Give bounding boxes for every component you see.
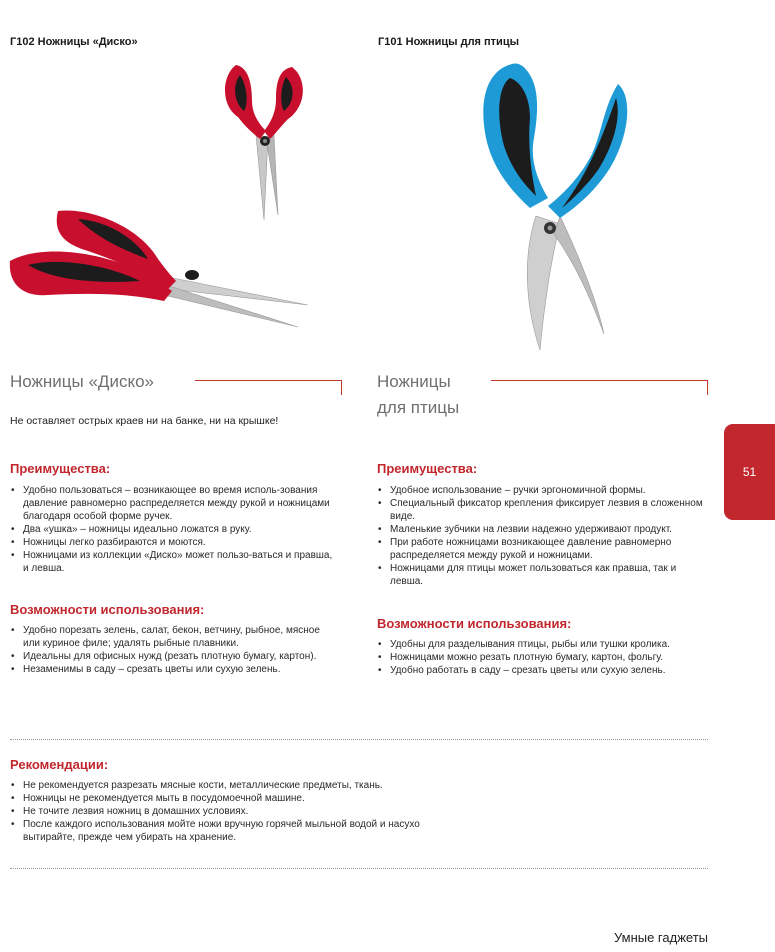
recommendations-heading: Рекомендации: bbox=[10, 757, 109, 772]
uses-heading-disco: Возможности использования: bbox=[10, 602, 205, 617]
scissors-disco-vertical-image bbox=[214, 55, 314, 225]
uses-list-poultry bbox=[377, 638, 703, 677]
list-item: • Маленькие зубчики на лезвии надежно удерживают продукт. bbox=[377, 523, 703, 536]
scissors-poultry-image bbox=[478, 58, 638, 352]
dotted-divider-top bbox=[10, 739, 708, 740]
uses-list-disco bbox=[10, 624, 336, 676]
product-title-poultry-line2: для птицы bbox=[377, 398, 460, 417]
list-item: • Два «ушка» – ножницы идеально ложатся в руку. bbox=[10, 523, 336, 536]
scissors-disco-horizontal-image bbox=[8, 205, 313, 330]
list-item: • Ножницы не рекомендуется мыть в посудомоечной машине. bbox=[10, 792, 460, 805]
title-divider-disco bbox=[195, 380, 342, 395]
list-item: • Незаменимы в саду – срезать цветы или сухую зелень. bbox=[10, 663, 336, 676]
product-title-disco: Ножницы «Диско» bbox=[10, 372, 154, 391]
list-item: • Ножницами можно резать плотную бумагу, картон, фольгу. bbox=[377, 651, 703, 664]
uses-heading-poultry: Возможности использования: bbox=[377, 616, 572, 631]
page-number-tab: 51 bbox=[724, 424, 775, 520]
list-item: • Не точите лезвия ножниц в домашних условиях. bbox=[10, 805, 460, 818]
list-item: • Идеальны для офисных нужд (резать плотную бумагу, картон). bbox=[10, 650, 336, 663]
list-item: • Удобное использование – ручки эргономичной формы. bbox=[377, 484, 703, 497]
product-title-poultry-line1: Ножницы bbox=[377, 372, 451, 391]
list-item: • Удобно работать в саду – срезать цветы или сухую зелень. bbox=[377, 664, 703, 677]
product-code-disco: Г102 Ножницы «Диско» bbox=[10, 36, 138, 48]
footer-section-title: Умные гаджеты bbox=[613, 930, 708, 945]
list-item: • Ножницами из коллекции «Диско» может пользо-ваться и правша, и левша. bbox=[10, 549, 336, 575]
product-code-poultry: Г101 Ножницы для птицы bbox=[378, 36, 519, 48]
advantages-list-disco bbox=[10, 484, 336, 575]
list-item: • Специальный фиксатор крепления фиксирует лезвия в сложенном виде. bbox=[377, 497, 703, 523]
advantages-heading-poultry: Преимущества: bbox=[377, 461, 478, 476]
tagline-disco: Не оставляет острых краев ни на банке, ни на крышке! bbox=[10, 415, 279, 427]
advantages-list-poultry bbox=[377, 484, 703, 588]
list-item: • После каждого использования мойте ножи вручную горячей мыльной водой и насухо вытирайте, прежде чем убирать на хранение. bbox=[10, 818, 460, 844]
list-item: • Ножницы легко разбираются и моются. bbox=[10, 536, 336, 549]
advantages-heading-disco: Преимущества: bbox=[10, 461, 111, 476]
recommendations-list bbox=[10, 779, 460, 844]
list-item: • Удобны для разделывания птицы, рыбы или тушки кролика. bbox=[377, 638, 703, 651]
title-divider-poultry bbox=[491, 380, 708, 395]
list-item: • Ножницами для птицы может пользоваться как правша, так и левша. bbox=[377, 562, 703, 588]
list-item: • При работе ножницами возникающее давление равномерно распределяется между рукой и ножницами. bbox=[377, 536, 703, 562]
list-item: • Удобно пользоваться – возникающее во время исполь-зования давление равномерно распределяется между рукой и ножницами благодаря особой форме ручек. bbox=[10, 484, 336, 523]
dotted-divider-bottom bbox=[10, 868, 708, 869]
list-item: • Удобно порезать зелень, салат, бекон, ветчину, рыбное, мясное или куриное филе; удалять рыбные плавники. bbox=[10, 624, 336, 650]
list-item: • Не рекомендуется разрезать мясные кости, металлические предметы, ткань. bbox=[10, 779, 460, 792]
